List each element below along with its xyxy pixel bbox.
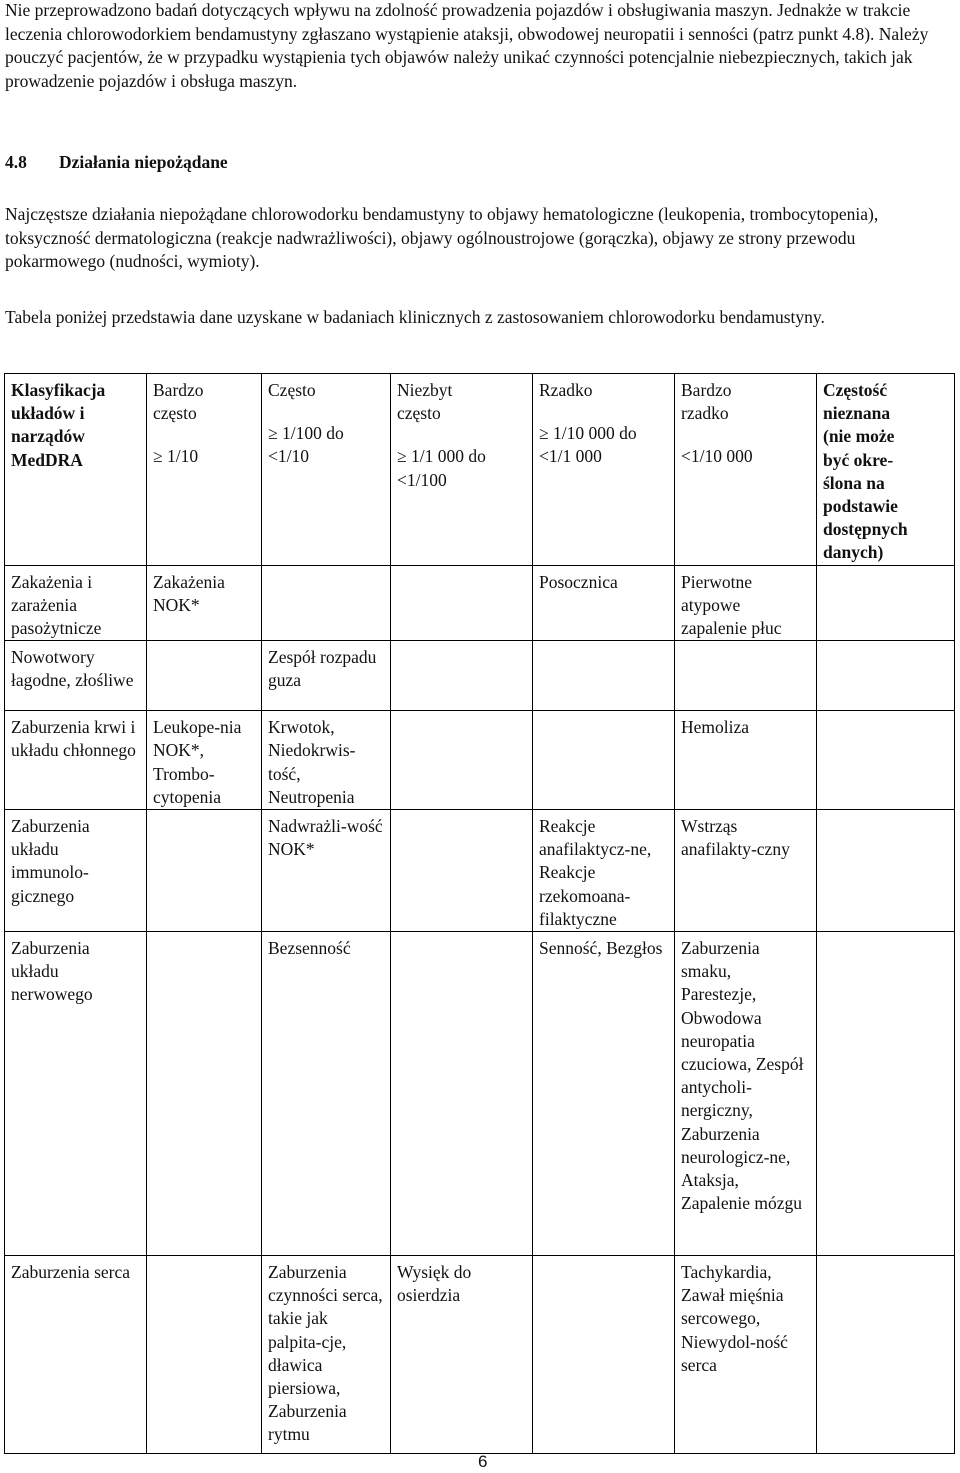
header-frequency-line: ≥ 1/100 do	[268, 423, 344, 444]
table-cell	[533, 641, 675, 711]
table-cell	[817, 565, 955, 641]
header-label-line: danych)	[823, 542, 884, 563]
table-cell	[533, 565, 675, 641]
table-cell	[147, 565, 262, 641]
table-cell	[147, 641, 262, 711]
cell-text: Zaburzenia serca	[11, 1262, 131, 1283]
table-row	[5, 932, 955, 1256]
table-cell	[675, 565, 817, 641]
table-cell	[262, 565, 391, 641]
table-row	[5, 565, 955, 641]
cell-text: Zaburzenia układu nerwowego	[11, 938, 93, 1005]
row-header-cell	[5, 810, 147, 932]
page-number: 6	[478, 1452, 488, 1471]
cell-text: Tachykardia, Zawał mięśnia sercowego, Niewydol-ność serca	[681, 1262, 788, 1375]
cell-text: Zaburzenia krwi i układu chłonnego	[11, 717, 136, 761]
cell-text: Zaburzenia układu immunolo-gicznego	[11, 816, 90, 906]
row-header-cell	[5, 932, 147, 1256]
table-cell	[675, 932, 817, 1256]
header-frequency-line: <1/1 000	[539, 446, 602, 467]
header-frequency-line: ≥ 1/10 000 do	[539, 423, 637, 444]
cell-text: Zaburzenia czynności serca, takie jak palpita-cje, dławica piersiowa, Zaburzenia rytmu	[268, 1262, 383, 1445]
section-title: Działania niepożądane	[59, 152, 228, 172]
table-cell	[817, 1256, 955, 1454]
header-label-line: Klasyfikacja	[11, 380, 106, 400]
header-label-line: Bardzo	[681, 380, 732, 400]
header-label-line: często	[397, 403, 441, 424]
cell-text: Zakażenia NOK*	[153, 571, 225, 615]
header-frequency-line: ≥ 1/1 000 do	[397, 446, 486, 467]
header-frequency-line: ≥ 1/10	[153, 446, 199, 467]
header-soc	[5, 374, 147, 566]
header-frequency-line: <1/100	[397, 469, 447, 490]
header-label-line: podstawie	[823, 496, 898, 517]
cell-text: Reakcje anafilaktycz-ne, Reakcje rzekomoana-filaktyczne	[539, 816, 652, 929]
table-cell	[262, 810, 391, 932]
header-label-line: często	[153, 403, 197, 424]
table-cell	[675, 641, 817, 711]
table-cell	[533, 810, 675, 932]
header-label-line: Rzadko	[539, 380, 593, 400]
table-cell	[391, 810, 533, 932]
header-very-common	[147, 374, 262, 566]
header-frequency-line: <1/10	[268, 446, 309, 467]
table-cell	[147, 932, 262, 1256]
row-header-cell	[5, 641, 147, 711]
table-cell	[675, 1256, 817, 1454]
cell-text: Zespół rozpadu guza	[268, 647, 377, 691]
header-label-line: Często	[268, 380, 316, 400]
table-cell	[391, 932, 533, 1256]
cell-text: Bezsenność	[268, 938, 351, 959]
table-row	[5, 711, 955, 810]
cell-text: Nadwrażli-wość NOK*	[268, 816, 383, 860]
table-cell	[391, 641, 533, 711]
table-row	[5, 641, 955, 711]
table-cell	[533, 711, 675, 810]
table-cell	[817, 810, 955, 932]
table-cell	[147, 810, 262, 932]
cell-text: Nowotwory łagodne, złośliwe	[11, 647, 134, 691]
section-heading	[5, 150, 957, 174]
header-label-line: Niezbyt	[397, 380, 453, 400]
adverse-reactions-table	[4, 373, 955, 1454]
header-label-line: nieznana	[823, 403, 891, 424]
header-frequency-line: <1/10 000	[681, 446, 753, 467]
header-label-line: (nie może	[823, 426, 895, 447]
intro-paragraph: Nie przeprowadzono badań dotyczących wpływu na zdolność prowadzenia pojazdów i obsługiwania maszyn. Jednakże w trakcie leczenia chlorowodorkiem bendamustyny zgłaszano wystąpienie ataksji, obwodowej neuropatii i senności (patrz punkt 4.8). Należy pouczyć pacjentów, że w przypadku wystąpienia tych objawów należy unikać czynności potencjalnie niebezpiecznych, takich jak prowadzenie pojazdów i obsługa maszyn.	[5, 0, 929, 92]
header-label-line: ślona na	[823, 472, 885, 493]
cell-text: Zaburzenia smaku, Parestezje, Obwodowa neuropatia czuciowa, Zespół antycholi-nergiczny, Zaburzenia neurologicz-ne, Ataksja, Zapalenie mózgu	[681, 938, 804, 1214]
row-header-cell	[5, 565, 147, 641]
table-cell	[533, 1256, 675, 1454]
table-row	[5, 1256, 955, 1454]
cell-text: Pierwotne atypowe zapalenie płuc	[681, 571, 782, 639]
table-cell	[675, 810, 817, 932]
table-cell	[262, 1256, 391, 1454]
header-label-line: układów i	[11, 403, 85, 424]
table-cell	[391, 711, 533, 810]
header-label-line: MedDRA	[11, 449, 83, 470]
cell-text: Zakażenia i zarażenia pasożytnicze	[11, 571, 102, 639]
header-very-rare	[675, 374, 817, 566]
header-uncommon	[391, 374, 533, 566]
table-cell	[533, 932, 675, 1256]
table-row	[5, 810, 955, 932]
header-label-line: narządów	[11, 426, 85, 447]
cell-text: Wysięk do osierdzia	[397, 1262, 472, 1306]
table-cell	[147, 711, 262, 810]
header-label-line: Bardzo	[153, 380, 204, 400]
table-cell	[817, 641, 955, 711]
header-label-line: dostępnych	[823, 519, 908, 540]
cell-text: Senność, Bezgłos	[539, 938, 663, 959]
section-number: 4.8	[5, 152, 27, 172]
row-header-cell	[5, 711, 147, 810]
row-header-cell	[5, 1256, 147, 1454]
table-cell	[262, 711, 391, 810]
header-common	[262, 374, 391, 566]
table-cell	[391, 1256, 533, 1454]
table-cell	[817, 711, 955, 810]
cell-text: Posocznica	[539, 571, 618, 592]
table-cell	[817, 932, 955, 1256]
header-rare	[533, 374, 675, 566]
cell-text: Krwotok, Niedokrwis-tość, Neutropenia	[268, 717, 356, 807]
table-cell	[262, 932, 391, 1256]
header-label-line: rzadko	[681, 403, 729, 424]
cell-text: Hemoliza	[681, 717, 750, 738]
table-cell	[391, 565, 533, 641]
adverse-effects-paragraph: Najczęstsze działania niepożądane chlorowodorku bendamustyny to objawy hematologiczne (leukopenia, trombocytopenia), toksyczność dermatologiczna (reakcje nadwrażliwości), objawy ogólnoustrojowe (gorączka), objawy ze strony przewodu pokarmowego (nudności, wymioty).	[5, 204, 879, 272]
table-header-row	[5, 374, 955, 566]
table-intro-paragraph: Tabela poniżej przedstawia dane uzyskane w badaniach klinicznych z zastosowaniem chlorowodorku bendamustyny.	[5, 307, 825, 327]
header-label-line: być okre-	[823, 449, 894, 470]
header-unknown	[817, 374, 955, 566]
header-label-line: Częstość	[823, 380, 888, 400]
table-cell	[675, 711, 817, 810]
cell-text: Leukope-nia NOK*, Trombo-cytopenia	[153, 717, 242, 807]
table-cell	[262, 641, 391, 711]
table-cell	[147, 1256, 262, 1454]
cell-text: Wstrząs anafilakty-czny	[681, 816, 790, 860]
